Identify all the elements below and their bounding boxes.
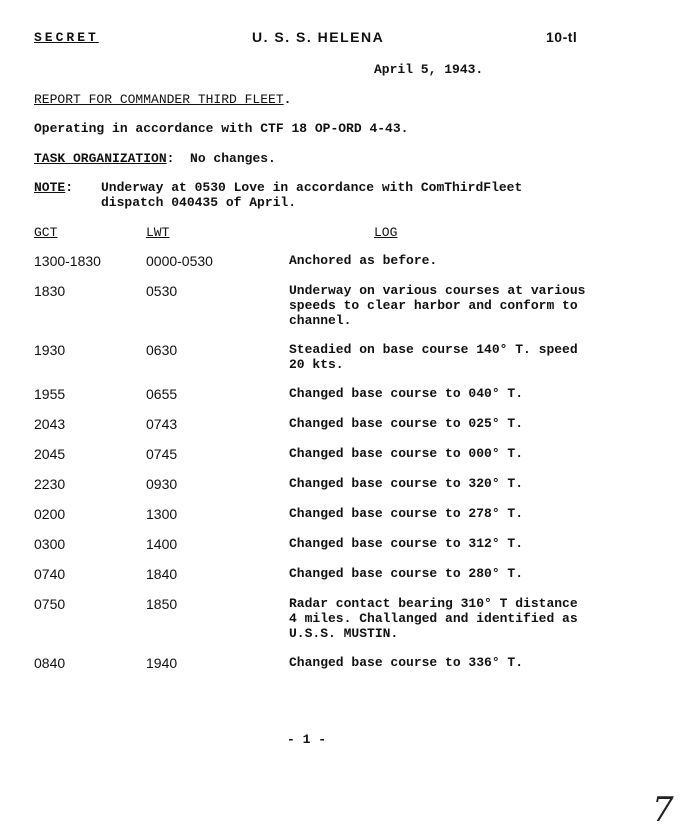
log-entry: Changed base course to 040° T. xyxy=(289,386,524,401)
gct-time: 1300-1830 xyxy=(34,253,101,269)
log-row xyxy=(34,476,674,506)
gct-time: 0300 xyxy=(34,536,66,552)
lwt-time: 0630 xyxy=(146,342,178,358)
log-row xyxy=(34,446,674,476)
document-number: 10-tl xyxy=(546,29,578,45)
log-entry: Anchored as before. xyxy=(289,253,438,268)
classification-marking: SECRET xyxy=(34,30,99,45)
gct-time: 0740 xyxy=(34,566,66,582)
log-entries xyxy=(34,253,674,685)
lwt-time: 0530 xyxy=(146,283,178,299)
log-entry: Radar contact bearing 310° T distance 4 miles. Challanged and identified as U.S.S. MUSTIN. xyxy=(289,596,578,641)
log-row xyxy=(34,566,674,596)
lwt-time: 1300 xyxy=(146,506,178,522)
gct-time: 1930 xyxy=(34,342,66,358)
column-header-gct: GCT xyxy=(34,225,58,240)
column-header-lwt: LWT xyxy=(146,225,170,240)
ship-name: U. S. S. HELENA xyxy=(252,29,385,45)
log-row xyxy=(34,506,674,536)
log-entry: Changed base course to 336° T. xyxy=(289,655,524,670)
lwt-time: 0930 xyxy=(146,476,178,492)
note-line-1: Underway at 0530 Love in accordance with ComThirdFleet xyxy=(101,180,523,195)
gct-time: 2230 xyxy=(34,476,66,492)
lwt-time: 0000-0530 xyxy=(146,253,213,269)
lwt-time: 0655 xyxy=(146,386,178,402)
lwt-time: 1400 xyxy=(146,536,178,552)
log-entry: Changed base course to 312° T. xyxy=(289,536,524,551)
log-entry: Changed base course to 280° T. xyxy=(289,566,524,581)
gct-time: 0840 xyxy=(34,655,66,671)
log-entry: Underway on various courses at various speeds to clear harbor and conform to channel. xyxy=(289,283,586,328)
lwt-time: 1840 xyxy=(146,566,178,582)
report-title-period: . xyxy=(283,92,292,107)
gct-time: 1955 xyxy=(34,386,66,402)
log-row xyxy=(34,416,674,446)
log-entry: Changed base course to 278° T. xyxy=(289,506,524,521)
task-organization-value: : No changes. xyxy=(166,151,276,166)
lwt-time: 1940 xyxy=(146,655,178,671)
report-title xyxy=(34,92,291,107)
report-date: April 5, 1943. xyxy=(374,62,484,77)
task-organization-line xyxy=(34,151,276,166)
report-title-text: REPORT FOR COMMANDER THIRD FLEET xyxy=(34,92,284,107)
log-row xyxy=(34,596,674,655)
note-colon: : xyxy=(65,180,74,195)
lwt-time: 1850 xyxy=(146,596,178,612)
log-entry: Changed base course to 000° T. xyxy=(289,446,524,461)
log-row xyxy=(34,342,674,386)
note-label: NOTE xyxy=(34,180,66,195)
handwritten-page-mark: 7 xyxy=(652,790,674,830)
log-row xyxy=(34,253,674,283)
log-entry: Changed base course to 320° T. xyxy=(289,476,524,491)
gct-time: 2045 xyxy=(34,446,66,462)
lwt-time: 0745 xyxy=(146,446,178,462)
lwt-time: 0743 xyxy=(146,416,178,432)
page-number: - 1 - xyxy=(287,732,327,747)
task-organization-label: TASK ORGANIZATION xyxy=(34,151,167,166)
log-entry: Changed base course to 025° T. xyxy=(289,416,524,431)
gct-time: 0200 xyxy=(34,506,66,522)
operating-order-line: Operating in accordance with CTF 18 OP-ORD 4-43. xyxy=(34,121,409,136)
note-line-2: dispatch 040435 of April. xyxy=(101,195,297,210)
gct-time: 1830 xyxy=(34,283,66,299)
log-row xyxy=(34,655,674,685)
log-entry: Steadied on base course 140° T. speed 20 kts. xyxy=(289,342,578,372)
log-row xyxy=(34,386,674,416)
log-row xyxy=(34,536,674,566)
log-row xyxy=(34,283,674,342)
gct-time: 2043 xyxy=(34,416,66,432)
gct-time: 0750 xyxy=(34,596,66,612)
note-block xyxy=(34,180,73,195)
column-header-log: LOG xyxy=(374,225,398,240)
